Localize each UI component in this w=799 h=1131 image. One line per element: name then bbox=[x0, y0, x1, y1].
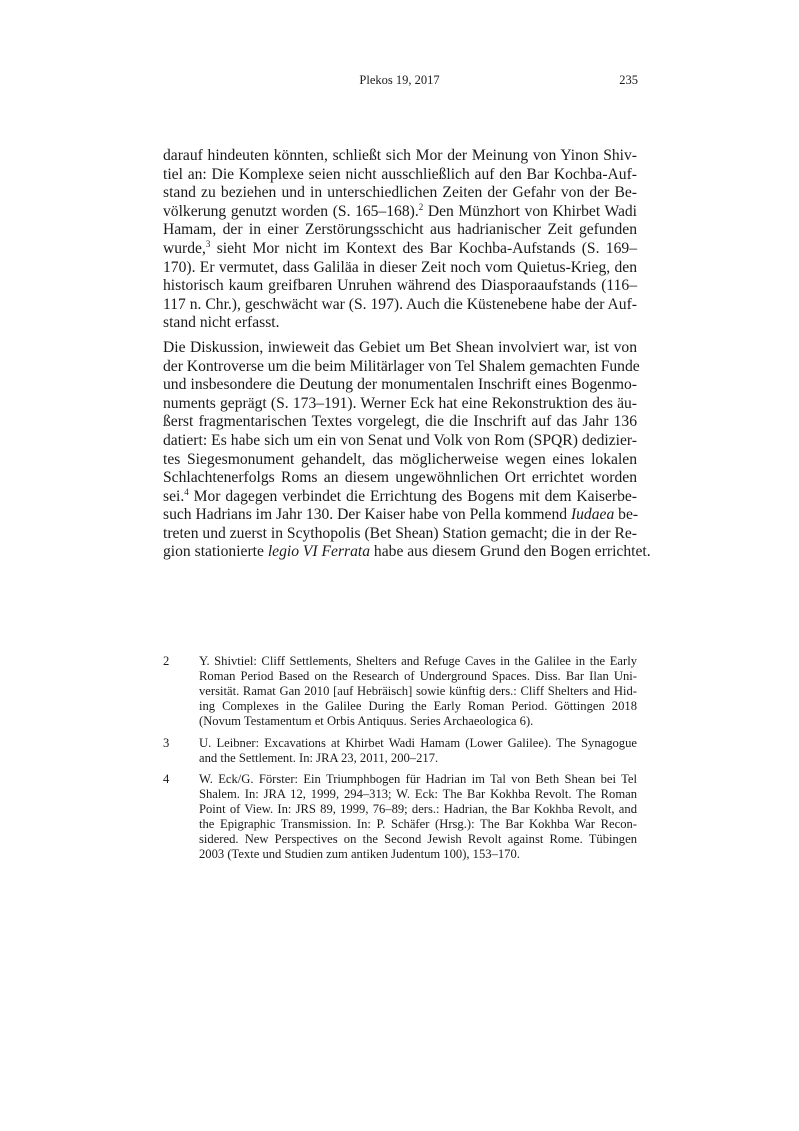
footnotes bbox=[163, 654, 637, 869]
text-line bbox=[163, 203, 637, 222]
paragraph bbox=[163, 338, 651, 562]
footnote-number: 2 bbox=[163, 654, 170, 668]
text-segment: Den Münzhort von Khirbet Wadi bbox=[423, 202, 638, 220]
footnote-ref[interactable]: 2 bbox=[418, 201, 424, 212]
text-line: Hamam, der in einer Zerstörungsschicht aus hadrianischer Zeit gefunden bbox=[163, 221, 637, 239]
footnote-number: 3 bbox=[163, 735, 170, 750]
footnote-line: the Epigraphic Transmission. In: P. Schäfer (Hrsg.): The Bar Kokhba War Recon- bbox=[199, 817, 637, 831]
text-line: tes Siegesmonument gehandelt, das möglicherweise wegen eines lokalen bbox=[163, 450, 637, 468]
text-line: datiert: Es habe sich um ein von Senat und Volk von Rom (SPQR) dedizier- bbox=[163, 431, 637, 449]
text-line: historisch kaum greifbaren Unruhen während des Diasporaaufstands (116– bbox=[163, 277, 637, 295]
text-line: 170). Er vermutet, dass Galiläa in dieser Zeit noch vom Quietus-Krieg, den bbox=[163, 258, 637, 276]
footnote-line: U. Leibner: Excavations at Khirbet Wadi Hamam (Lower Galilee). The Synagogue bbox=[199, 735, 637, 750]
text-segment: habe aus diesem Grund den Bogen errichtet. bbox=[370, 543, 651, 561]
text-segment: wurde, bbox=[163, 239, 206, 257]
footnote-line: sidered. New Perspectives on the Second Jewish Revolt against Rome. Tübingen bbox=[199, 832, 637, 846]
page-number: 235 bbox=[619, 73, 638, 87]
text-segment: sieht Mor nicht im Kontext des Bar Kochba-Aufstands (S. 169– bbox=[210, 239, 637, 257]
text-line bbox=[163, 240, 637, 259]
text-segment: be- bbox=[614, 506, 639, 524]
footnote-ref[interactable]: 3 bbox=[205, 238, 211, 249]
footnote-line: and the Settlement. In: JRA 23, 2011, 200–217. bbox=[199, 750, 439, 765]
text-line bbox=[163, 488, 637, 507]
main-text bbox=[163, 147, 651, 568]
footnote bbox=[163, 654, 637, 729]
text-line: darauf hindeuten könnten, schließt sich Mor der Meinung von Yinon Shiv- bbox=[163, 147, 637, 164]
footnote-line: Point of View. In: JRS 89, 1999, 76–89; ders.: Hadrian, the Bar Kokhba Revolt, and bbox=[199, 802, 637, 816]
paragraph bbox=[163, 147, 637, 333]
italic-term: legio VI Ferrata bbox=[267, 543, 371, 561]
text-line: ßerst fragmentarischen Textes vorgelegt, die die Inschrift auf das Jahr 136 bbox=[163, 413, 637, 431]
footnote-line: ing Complexes in the Galilee During the Early Roman Period. Göttingen 2018 bbox=[199, 699, 637, 713]
footnote-line: versität. Ramat Gan 2010 [auf Hebräisch] sowie künftig ders.: Cliff Shelters and Hid- bbox=[199, 684, 637, 698]
text-segment: sei. bbox=[163, 487, 185, 505]
text-line: und insbesondere die Deutung der monumentalen Inschrift eines Bogenmo- bbox=[163, 376, 637, 394]
footnote-number: 4 bbox=[163, 772, 170, 786]
text-line: treten und zuerst in Scythopolis (Bet Shean) Station gemacht; die in der Re- bbox=[163, 524, 637, 542]
text-segment: such Hadrians im Jahr 130. Der Kaiser habe von Pella kommend bbox=[163, 506, 571, 524]
footnote-line: W. Eck/G. Förster: Ein Triumphbogen für Hadrian im Tal von Beth Shean bei Tel bbox=[199, 772, 637, 786]
text-line bbox=[163, 506, 637, 525]
footnote-line: Roman Period Based on the Research of Underground Spaces. Diss. Bar Ilan Uni- bbox=[199, 669, 637, 683]
footnote-line: (Novum Testamentum et Orbis Antiquus. Series Archaeologica 6). bbox=[199, 714, 534, 728]
footnote bbox=[163, 772, 637, 862]
footnote-line: Shalem. In: JRA 12, 1999, 294–313; W. Eck: The Bar Kokhba Revolt. The Roman bbox=[199, 787, 637, 801]
footnote-line: Y. Shivtiel: Cliff Settlements, Shelters and Refuge Caves in the Galilee in the Early bbox=[199, 654, 637, 668]
footnote-ref[interactable]: 4 bbox=[184, 486, 189, 497]
text-line: stand nicht erfasst. bbox=[163, 314, 280, 332]
text-line: numents geprägt (S. 173–191). Werner Eck hat eine Rekonstruktion des äu- bbox=[163, 394, 637, 412]
italic-term: Iudaea bbox=[570, 506, 615, 524]
text-line bbox=[163, 543, 651, 562]
text-segment: völkerung genutzt worden (S. 165–168). bbox=[163, 202, 419, 220]
running-header: Plekos 19, 2017 bbox=[359, 73, 440, 87]
text-segment: Mor dagegen verbindet die Errichtung des Bogens mit dem Kaiserbe- bbox=[188, 487, 637, 505]
text-line: Schlachtenerfolgs Roms an diesem ungewöhnlichen Ort errichtet worden bbox=[163, 469, 637, 487]
text-line: der Kontroverse um die beim Militärlager von Tel Shalem gemachten Funde bbox=[163, 357, 640, 375]
footnote bbox=[163, 736, 637, 766]
text-segment: gion stationierte bbox=[163, 543, 268, 561]
text-line: 117 n. Chr.), geschwächt war (S. 197). Auch die Küstenebene habe der Auf- bbox=[163, 295, 637, 313]
text-line: Die Diskussion, inwieweit das Gebiet um Bet Shean involviert war, ist von bbox=[163, 338, 637, 356]
text-line: stand zu beziehen und in unterschiedlichen Zeiten der Gefahr von der Be- bbox=[163, 184, 637, 202]
footnote-line: 2003 (Texte und Studien zum antiken Judentum 100), 153–170. bbox=[199, 847, 520, 861]
text-line: tiel an: Die Komplexe seien nicht ausschließlich auf den Bar Kochba-Auf- bbox=[163, 165, 637, 183]
